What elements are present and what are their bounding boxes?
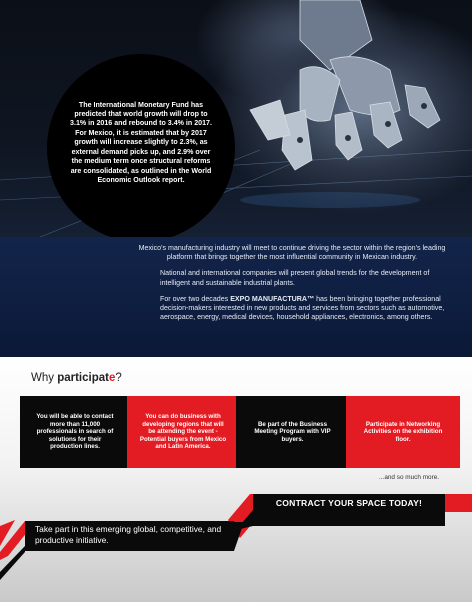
benefit-card-text: Participate in Networking Activities on the exhibition floor. [363,420,443,443]
benefit-card-meeting-program [236,396,349,468]
info-p3-after: has been bringing together professional decision-makers interested in new products and services from sectors such as automotive, aerospace, energy, medical devices, household appliances, electronics, among others. [160,294,445,322]
why-title-bold: participat [57,372,109,384]
expo-info-panel [0,237,472,357]
info-paragraph-3 [160,295,454,323]
benefit-card-text: You will be able to contact more than 11,000 professionals in search of solutions for their production lines. [36,413,114,451]
benefit-card-professionals [20,396,130,468]
benefit-cards [20,396,468,468]
benefit-card-text: You can do business with developing regions that will be attending the event - Potential buyers from Mexico and Latin America. [139,413,227,451]
imf-forecast-circle [47,54,235,237]
contract-space-button[interactable]: CONTRACT YOUR SPACE TODAY! [253,494,445,526]
benefit-card-networking [346,396,460,468]
why-title-red-letter: e [108,372,116,384]
why-participate-title [31,372,122,384]
hero-banner [0,0,472,237]
info-paragraph-1: Mexico's manufacturing industry will meet to continue driving the sector within the region's leading platform that brings together the most influential community in Mexican industry. [138,244,446,262]
expo-manufactura-brand: EXPO MANUFACTURA™ [230,294,315,303]
why-title-plain: Why [31,372,58,384]
info-p3-before: For over two decades [160,294,231,303]
benefit-card-business [127,396,239,468]
benefit-card-text: Be part of the Business Meeting Program with VIP buyers. [254,420,331,443]
take-part-banner: Take part in this emerging global, competitive, and productive initiative. [25,521,234,551]
and-more-text: ...and so much more. [379,474,440,481]
why-title-question: ? [115,372,122,384]
info-paragraph-2: National and international companies will present global trends for the development of intelligent and sustainable industrial plants. [160,269,430,287]
imf-forecast-text: The International Monetary Fund has predicted that world growth will drop to 3.1% in 2016 and rebound to 3.4% in 2017. For Mexico, it is estimated that by 2017 growth will increase slightly to 2.3%, as external demand picks up, and 2.9% over the medium term once structural reforms are consolidated, as outlined in the World Economic Outlook report. [70,100,212,184]
